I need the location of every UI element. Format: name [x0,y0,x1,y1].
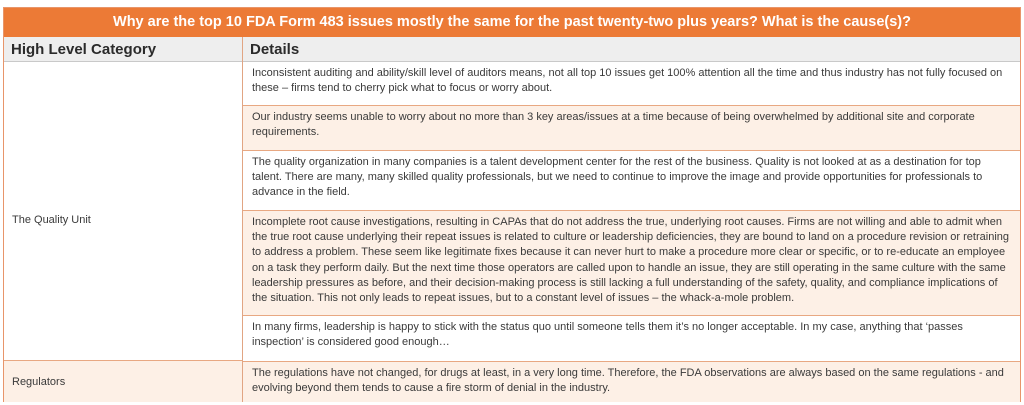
category-label: Regulators [12,376,66,388]
table-title: Why are the top 10 FDA Form 483 issues mostly the same for the past twenty-two plus years? What is the cause(s)? [4,8,1020,37]
header-details: Details [250,41,300,58]
category-label: The Quality Unit [12,214,91,226]
detail-cell: The regulations have not changed, for drugs at least, in a very long time. Therefore, the FDA observations are always based on the same regulations - and evolving beyond them tends to cause a fire storm of denial in the industry. [243,361,1020,402]
detail-cell: Our industry seems unable to worry about no more than 3 key areas/issues at a time because of being overwhelmed by additional site and corporate requirements. [243,106,1020,151]
detail-cell: In many firms, leadership is happy to stick with the status quo until someone tells them it’s no longer acceptable. In my case, anything that ‘passes inspection’ is considered good enough… [252,321,963,349]
header-high-level-category: High Level Category [11,41,157,58]
detail-cell: Incomplete root cause investigations, resulting in CAPAs that do not address the true, underlying root causes. Firms are not willing and able to admit when the true root cause underlying their repeat issues is related to culture or leadership deficiencies, they are bound to land on a procedure revision or retraining to address a problem. These seem like legitimate fixes because it can never hurt to make a procedure more clear or specific, or to re-educate an employee on a task they perform daily. But the next time those operators are called upon to handle an issue, they are still operating in the same culture with the same leadership pressures as before, and their decision-making process is still lacking a full understanding of the safety, quality, and compliance implications of the situation. This not only leads to repeat issues, but to a constant level of issues – the whack-a-mole problem. [243,211,1020,316]
category-cell-regulators [4,361,242,402]
category-cell-quality-unit [4,62,242,361]
table-header-row [4,37,1020,62]
detail-cell: Inconsistent auditing and ability/skill level of auditors means, not all top 10 issues get 100% attention all the time and thus industry has not fully focused on these – firms tend to cherry pick what to focus or worry about. [243,62,1020,106]
detail-cell: The quality organization in many companies is a talent development center for the rest of the business. Quality is not looked at as a destination for top talent. There are many, many skilled quality professionals, but we need to continue to improve the image and provide opportunities for professionals to advance in the field. [243,151,1020,211]
fda-483-table [3,7,1021,402]
